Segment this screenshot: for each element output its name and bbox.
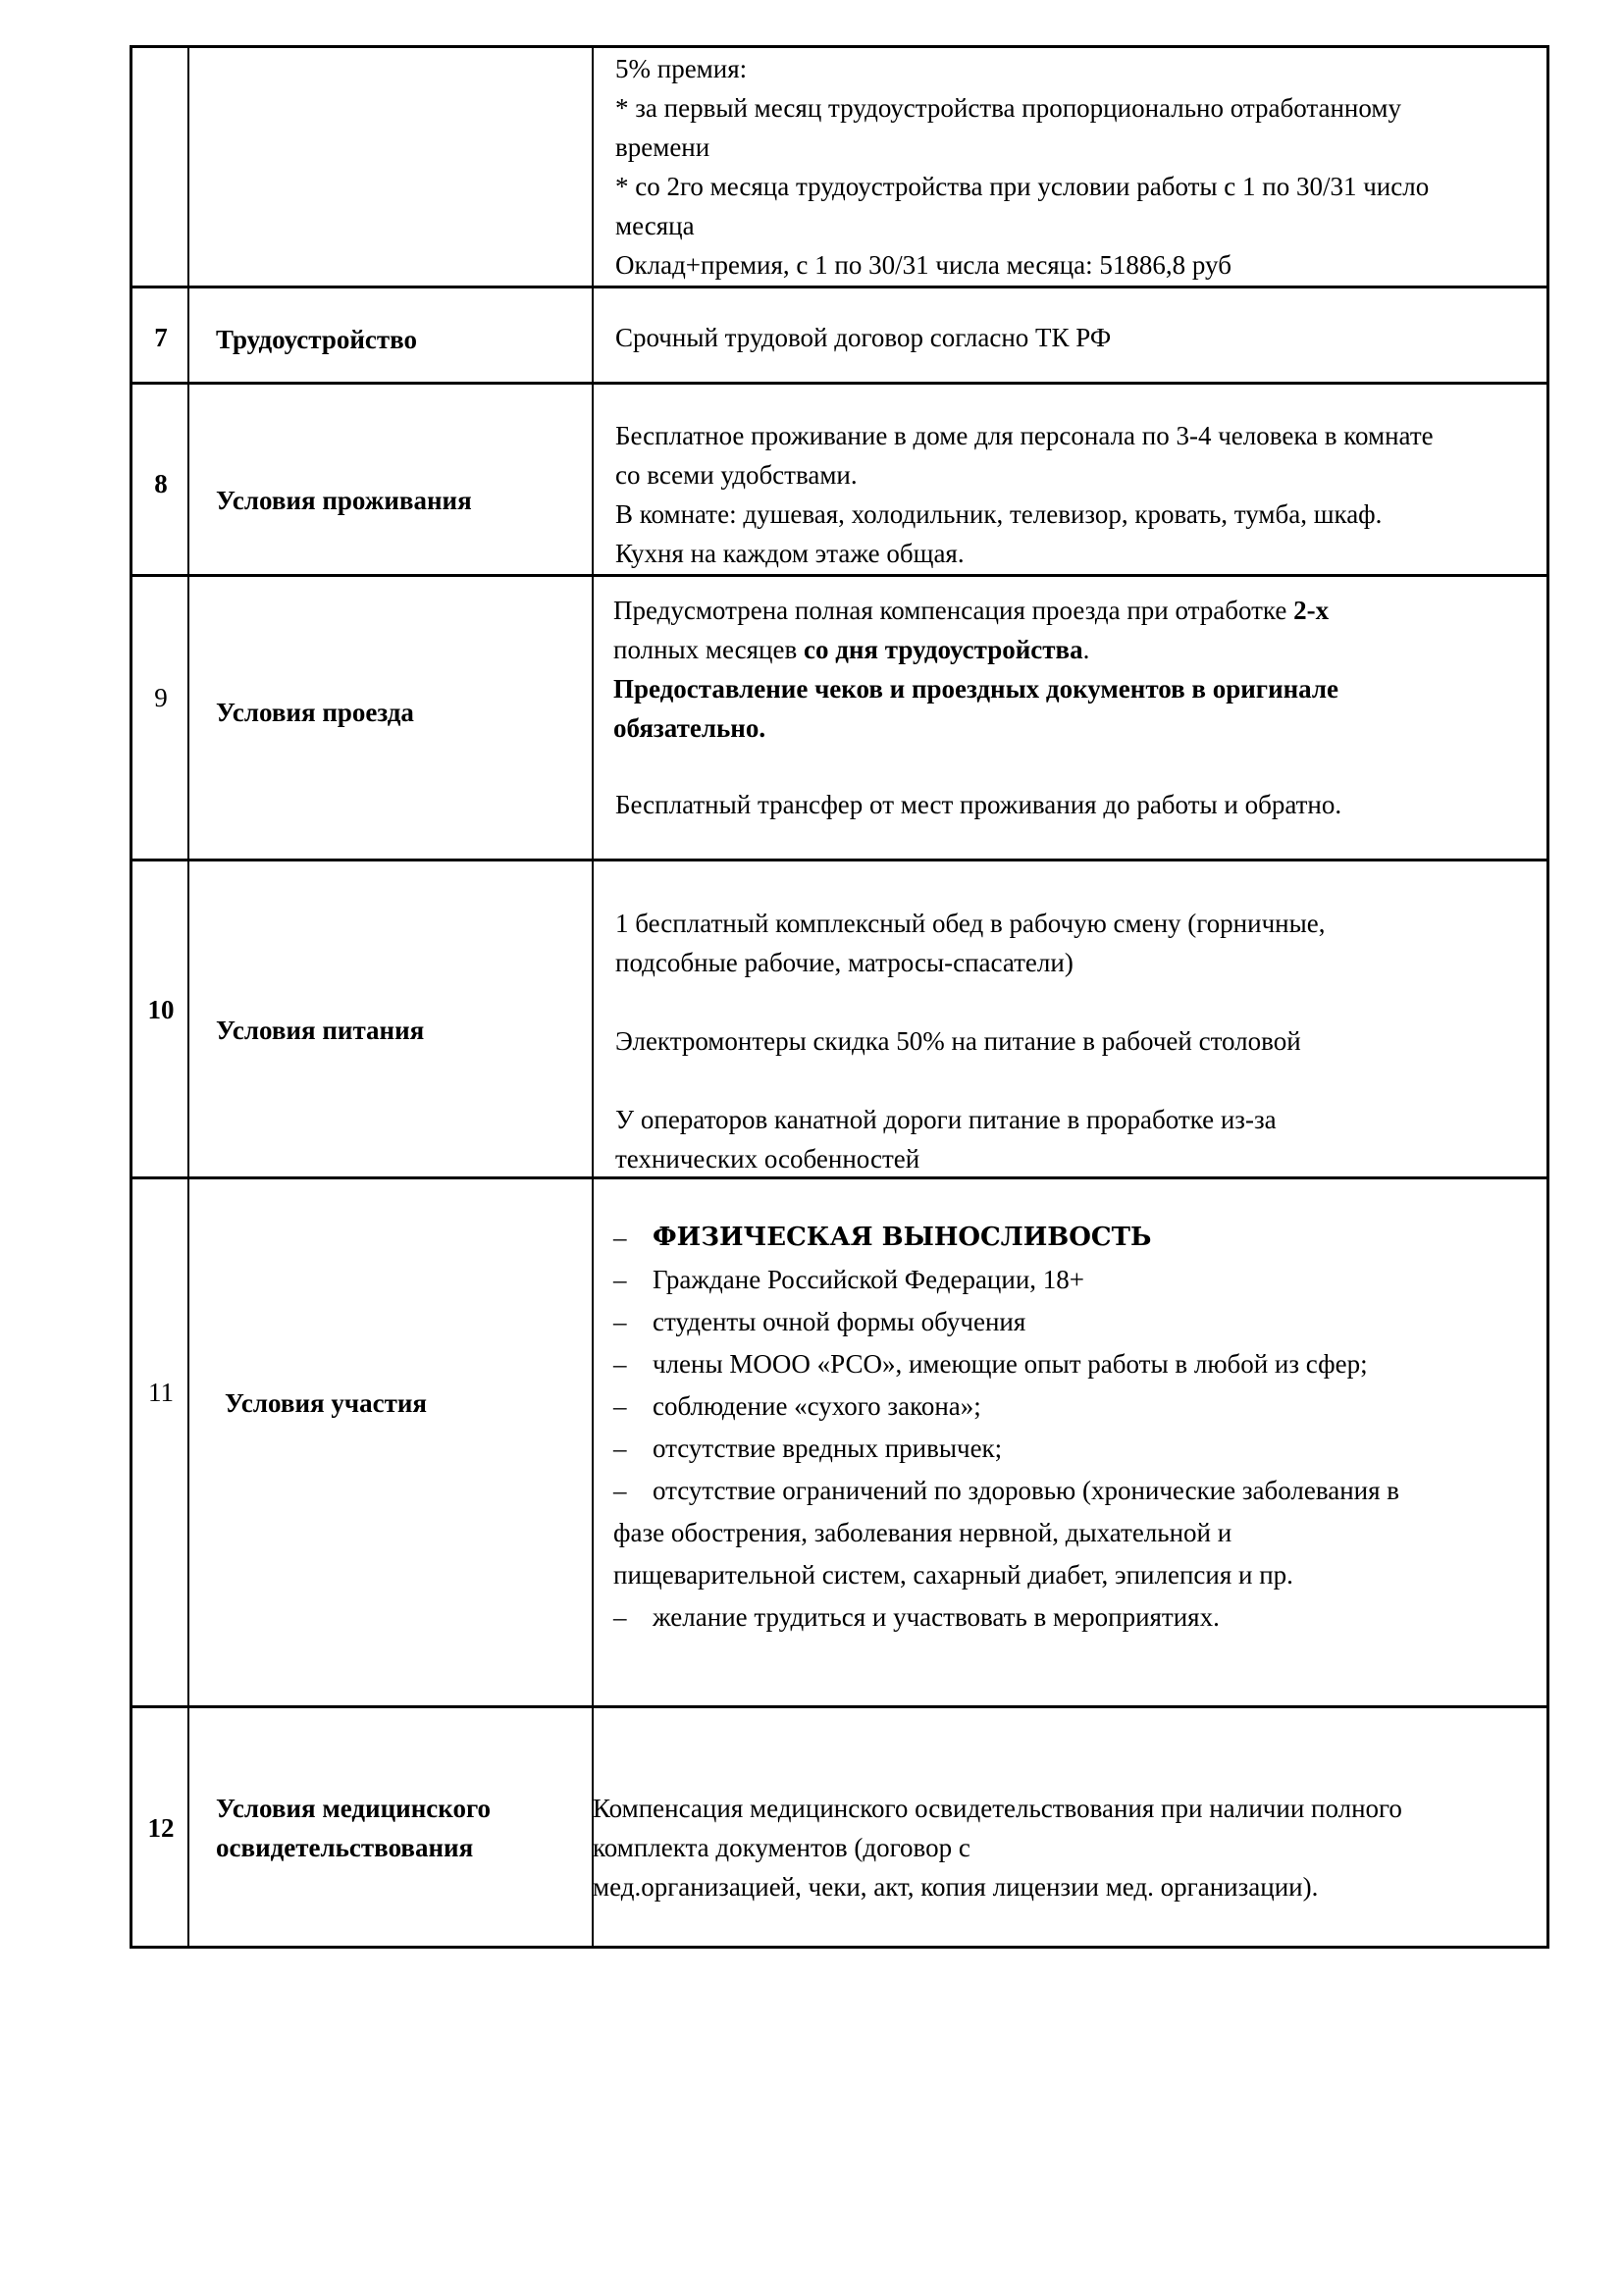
row-content <box>613 591 1341 824</box>
row-number: 9 <box>154 683 168 712</box>
content-line: технических особенностей <box>615 1144 920 1174</box>
row-label: Условия проезда <box>216 698 414 727</box>
bonus-total: Оклад+премия, с 1 по 30/31 числа месяца: 51886,8 руб <box>615 250 1231 280</box>
content-line-bold: Предоставление чеков и проездных документов в оригинале <box>613 674 1339 704</box>
list-item: – отсутствие ограничений по здоровью (хронические заболевания в <box>613 1476 1400 1505</box>
row-label: Условия питания <box>216 1016 425 1045</box>
row-divider <box>130 859 1549 861</box>
row-number: 11 <box>148 1378 174 1407</box>
list-item: – отсутствие вредных привычек; <box>613 1434 1003 1463</box>
requirements-list <box>613 1217 1399 1639</box>
row-label: Условия медицинского освидетельствования <box>216 1794 492 1862</box>
list-item: – члены МООО «РСО», имеющие опыт работы в любой из сфер; <box>613 1349 1368 1379</box>
list-item-continuation: фазе обострения, заболевания нервной, дыхательной и <box>613 1518 1232 1547</box>
row-number: 7 <box>154 323 168 352</box>
content-line: Электромонтеры скидка 50% на питание в рабочей столовой <box>615 1026 1301 1056</box>
row-number: 8 <box>154 469 168 498</box>
table-border-top <box>130 45 1549 48</box>
row-content <box>593 1789 1402 1906</box>
content-line: со всеми удобствами. <box>615 460 858 490</box>
content-line: полных месяцев со дня трудоустройства. <box>613 635 1090 664</box>
row-content <box>615 416 1434 573</box>
content-line: У операторов канатной дороги питание в проработке из-за <box>615 1105 1277 1134</box>
row-divider <box>130 382 1549 385</box>
content-line-bold: обязательно. <box>613 713 766 743</box>
row-label: Трудоустройство <box>216 325 418 354</box>
content-line: Компенсация медицинского освидетельствования при наличии полного <box>593 1794 1402 1823</box>
row-label: Условия участия <box>225 1388 427 1418</box>
list-item: – желание трудиться и участвовать в мероприятиях. <box>613 1602 1220 1632</box>
bonus-line: * со 2го месяца трудоустройства при условии работы с 1 по 30/31 число <box>615 172 1430 201</box>
bonus-line: месяца <box>615 211 695 240</box>
content-line: Кухня на каждом этаже общая. <box>615 539 965 568</box>
row-content: Срочный трудовой договор согласно ТК РФ <box>615 323 1112 352</box>
row-label: Условия проживания <box>216 486 472 515</box>
list-item: – Граждане Российской Федерации, 18+ <box>613 1265 1085 1294</box>
bonus-line: времени <box>615 132 710 162</box>
transfer-line: Бесплатный трансфер от мест проживания до работы и обратно. <box>615 790 1342 819</box>
content-line: мед.организацией, чеки, акт, копия лицензии мед. организации). <box>593 1872 1319 1902</box>
table-border-right <box>1546 45 1549 1949</box>
row-divider <box>130 286 1549 288</box>
row-number: 12 <box>147 1813 175 1843</box>
row-number: 10 <box>147 995 175 1024</box>
column-divider <box>592 45 594 1949</box>
list-item: – студенты очной формы обучения <box>613 1307 1026 1336</box>
content-line: В комнате: душевая, холодильник, телевизор, кровать, тумба, шкаф. <box>615 499 1383 529</box>
content-line: Бесплатное проживание в доме для персонала по 3-4 человека в комнате <box>615 421 1434 450</box>
row-content <box>615 904 1325 1178</box>
list-item-continuation: пищеварительной систем, сахарный диабет, эпилепсия и пр. <box>613 1560 1293 1590</box>
table-border-bottom <box>130 1946 1549 1949</box>
row-divider <box>130 1705 1549 1708</box>
list-item: – ФИЗИЧЕСКАЯ ВЫНОСЛИВОСТЬ <box>613 1223 1152 1252</box>
content-line: комплекта документов (договор с <box>593 1833 970 1862</box>
content-line: 1 бесплатный комплексный обед в рабочую смену (горничные, <box>615 909 1326 938</box>
list-item: – соблюдение «сухого закона»; <box>613 1391 981 1421</box>
content-line: подсобные рабочие, матросы-спасатели) <box>615 948 1074 977</box>
table-row-bonus <box>615 49 1429 285</box>
content-line: Предусмотрена полная компенсация проезда при отработке 2-х <box>613 596 1330 625</box>
bonus-line: * за первый месяц трудоустройства пропорционально отработанному <box>615 93 1401 123</box>
row-divider <box>130 574 1549 577</box>
bonus-line: 5% премия: <box>615 54 748 83</box>
